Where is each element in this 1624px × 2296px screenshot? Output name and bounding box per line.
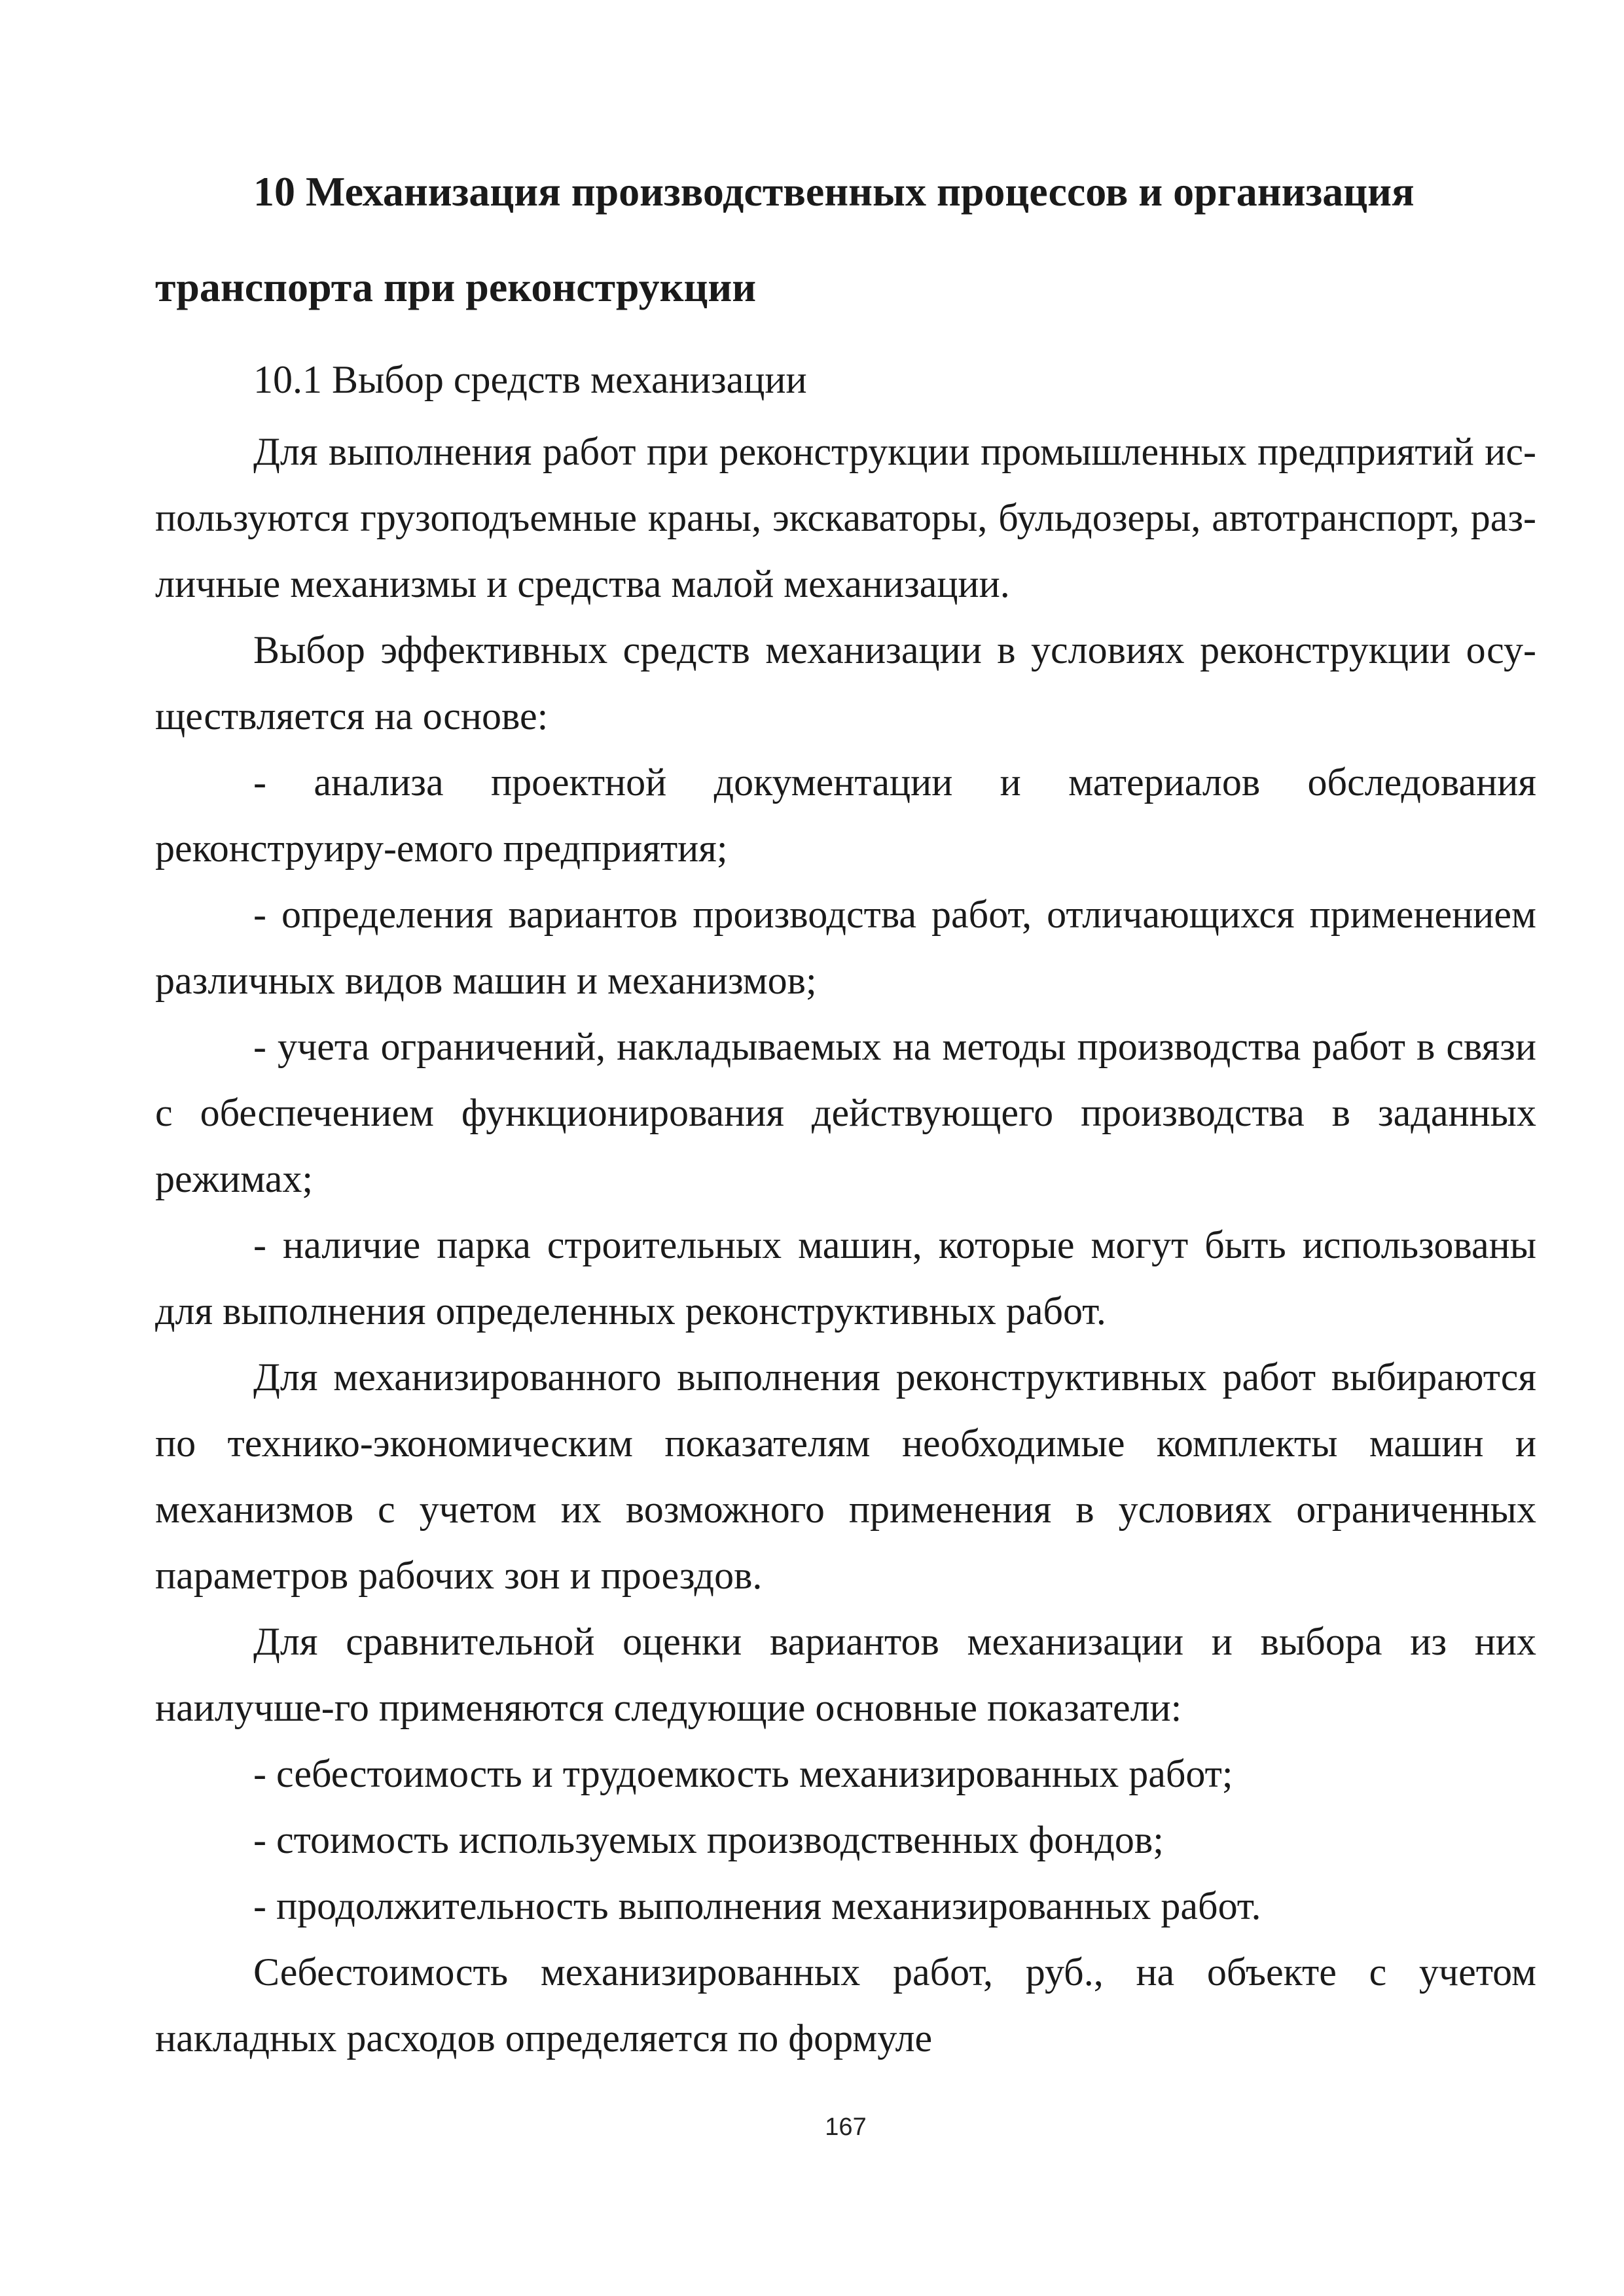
list-item: - стоимость используемых производственных фондов; [253,1818,1164,1861]
list-item: - себестоимость и трудоемкость механизированных работ; [253,1752,1233,1795]
list-item: - анализа проектной документации и материалов обследования реконструиру-емого предприятия; [155,761,1536,870]
chapter-title: 10 Механизация производственных процессов и организация транспорта при реконструкции [155,168,1415,310]
list-item: - учета ограничений, накладываемых на методы производства работ в связи с обеспечением функционирования действующего производства в заданных режимах; [155,1025,1536,1200]
page-number: 167 [825,2113,867,2141]
body-text [155,419,1536,2072]
paragraph: Для сравнительной оценки вариантов механизации и выбора из них наилучше-го применяются следующие основные показатели: [155,1620,1536,1729]
paragraph: Себестоимость механизированных работ, руб., на объекте с учетом накладных расходов определяется по формуле [155,1950,1536,2060]
paragraph: Выбор эффективных средств механизации в условиях реконструкции осу-ществляется на основе: [155,628,1536,738]
list-item: - продолжительность выполнения механизированных работ. [253,1884,1261,1928]
document-page [155,0,1536,2296]
paragraph: Для выполнения работ при реконструкции промышленных предприятий ис-пользуются грузоподъемные краны, экскаваторы, бульдозеры, автотранспорт, раз-личные механизмы и средства малой механизации. [155,430,1536,605]
paragraph: Для механизированного выполнения реконструктивных работ выбираются по технико-экономическим показателям необходимые комплекты машин и механизмов с учетом их возможного применения в условиях ограниченных параметров рабочих зон и проездов. [155,1355,1536,1597]
list-item: - определения вариантов производства работ, отличающихся применением различных видов машин и механизмов; [155,893,1536,1002]
section-title: 10.1 Выбор средств механизации [253,358,807,401]
list-item: - наличие парка строительных машин, которые могут быть использованы для выполнения определенных реконструктивных работ. [155,1223,1536,1333]
